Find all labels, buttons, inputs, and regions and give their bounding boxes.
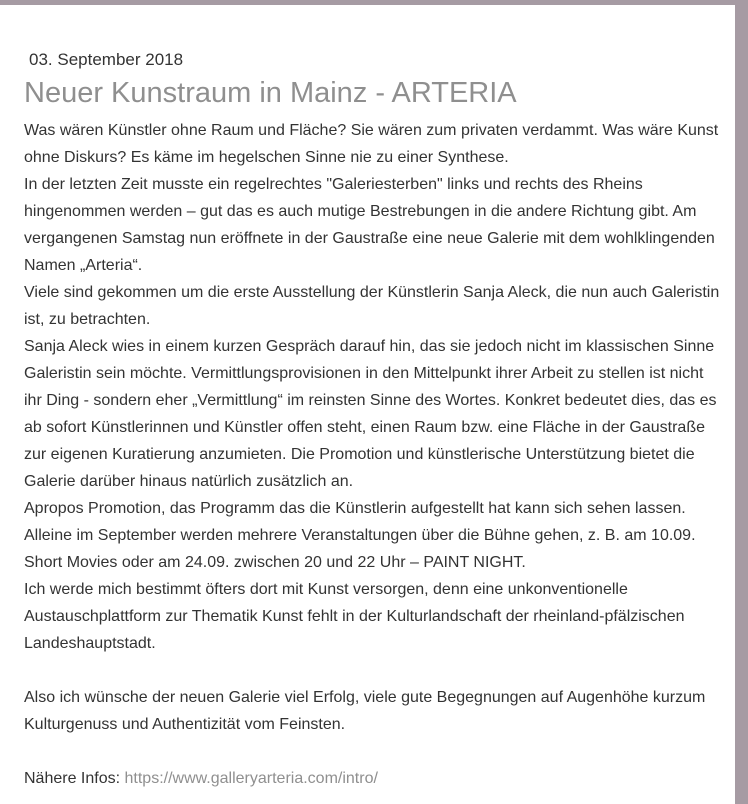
more-info-link[interactable]: https://www.galleryarteria.com/intro/ <box>124 770 378 787</box>
paragraph: Apropos Promotion, das Programm das die Künstlerin aufgestellt hat kann sich sehen lassen. Alleine im September werden mehrere Veranstaltungen über die Bühne gehen, z. B. am 10.09. Short Movies oder am 24.09. zwischen 20 und 22 Uhr – PAINT NIGHT. <box>24 500 696 571</box>
paragraph: Viele sind gekommen um die erste Ausstellung der Künstlerin Sanja Aleck, die nun auch Galeristin ist, zu betrachten. <box>24 284 720 328</box>
more-info <box>24 765 725 792</box>
closing-paragraph: Also ich wünsche der neuen Galerie viel Erfolg, viele gute Begegnungen auf Augenhöhe kurzum Kulturgenuss und Authentizität vom Feinsten. <box>24 689 706 733</box>
post-title: Neuer Kunstraum in Mainz - ARTERIA <box>24 77 517 109</box>
paragraph: Ich werde mich bestimmt öfters dort mit Kunst versorgen, denn eine unkonventionelle Austauschplattform zur Thematik Kunst fehlt in der Kulturlandschaft der rheinland-pfälzischen Landeshauptstadt. <box>24 581 685 652</box>
post-date: 03. September 2018 <box>29 50 184 69</box>
paragraph: Was wären Künstler ohne Raum und Fläche? Sie wären zum privaten verdammt. Was wäre Kunst ohne Diskurs? Es käme im hegelschen Sinne nie zu einer Synthese. <box>24 122 719 166</box>
post-body <box>24 117 725 792</box>
paragraph: In der letzten Zeit musste ein regelrechtes "Galeriesterben" links und rechts des Rheins hingenommen werden – gut das es auch mutige Bestrebungen in die andere Richtung gibt. Am vergangenen Samstag nun eröffnete in der Gaustraße eine neue Galerie mit dem wohlklingenden Namen „Arteria“. <box>24 176 715 274</box>
more-info-label: Nähere Infos: <box>24 770 125 787</box>
spacer <box>24 738 725 765</box>
article-card <box>0 5 735 804</box>
spacer <box>24 657 725 684</box>
paragraph: Sanja Aleck wies in einem kurzen Gespräch darauf hin, das sie jedoch nicht im klassischen Sinne Galeristin sein möchte. Vermittlungsprovisionen in den Mittelpunkt ihrer Arbeit zu stellen ist nicht ihr Ding - sondern eher „Vermittlung“ im reinsten Sinne des Wortes. Konkret bedeutet dies, das es ab sofort Künstlerinnen und Künstler offen steht, einen Raum bzw. eine Fläche in der Gaustraße zur eigenen Kuratierung anzumieten. Die Promotion und künstlerische Unterstützung bietet die Galerie darüber hinaus natürlich zusätzlich an. <box>24 338 717 490</box>
